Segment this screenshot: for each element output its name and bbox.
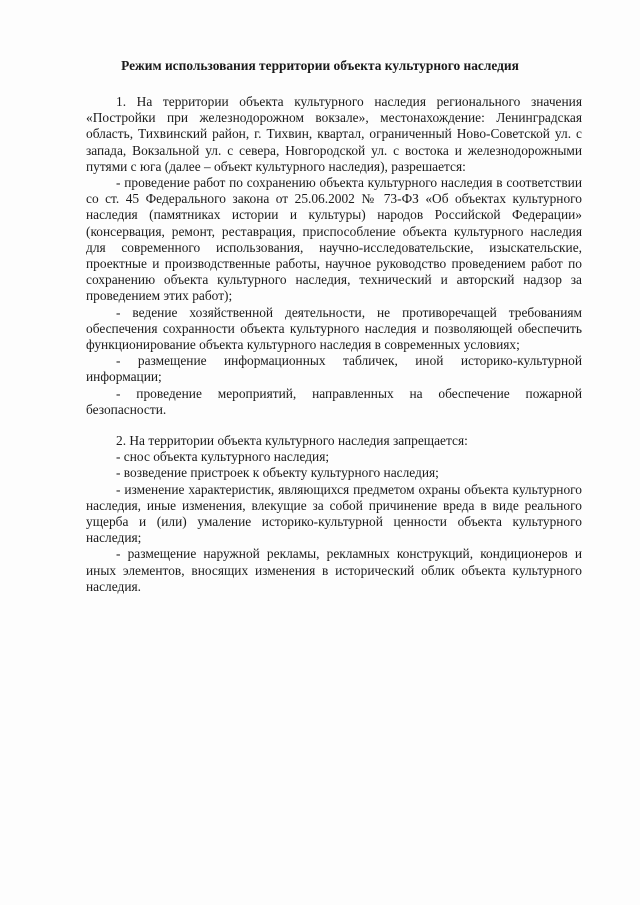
section-spacer — [86, 418, 582, 433]
section2-item-1: - снос объекта культурного наследия; — [116, 449, 330, 465]
section2-intro: 2. На территории объекта культурного наследия запрещается: — [116, 433, 468, 449]
section1-item-4: - проведение мероприятий, направленных на обеспечение пожарной безопасности. — [86, 385, 582, 417]
section2-item-4: - размещение наружной рекламы, рекламных конструкций, кондиционеров и иных элементов, вносящих изменения в исторический облик объекта культурного наследия. — [86, 546, 582, 594]
section1-item-1: - проведение работ по сохранению объекта культурного наследия в соответствии со ст. 45 Федерального закона от 25.06.2002 № 73-ФЗ «Об объектах культурного наследия (памятниках истории и культуры) народов Российской Федерации» (консервация, ремонт, реставрация, приспособление объекта культурного наследия для современного использования, научно-исследовательские, изыскательские, проектные и производственные работы, научное руководство проведением работ по сохранению объекта культурного наследия, технический и авторский надзор за проведением этих работ); — [86, 175, 582, 304]
document-title: Режим использования территории объекта культурного наследия — [121, 58, 519, 73]
section1-item-2: - ведение хозяйственной деятельности, не противоречащей требованиям обеспечения сохранности объекта культурного наследия и позволяющей обеспечить функционирование объекта культурного наследия в современных условиях; — [86, 304, 582, 353]
section1-item-3: - размещение информационных табличек, иной историко-культурной информации; — [86, 353, 582, 385]
section2-item-3: - изменение характеристик, являющихся предметом охраны объекта культурного наследия, иные изменения, влекущие за собой причинение вреда в виде реального ущерба и (или) умаление историко-культурной ценности объекта культурного наследия; — [86, 481, 582, 546]
document-body — [86, 94, 582, 595]
section1-intro: 1. На территории объекта культурного наследия регионального значения «Постройки при железнодорожном вокзале», местонахождение: Ленинградская область, Тихвинский район, г. Тихвин, квартал, ограниченный Ново-Советской ул. с запада, Вокзальной ул. с севера, Новгородской ул. с востока и железнодорожными путями с юга (далее – объект культурного наследия), разрешается: — [86, 94, 582, 174]
section2-item-2: - возведение пристроек к объекту культурного наследия; — [116, 465, 439, 481]
